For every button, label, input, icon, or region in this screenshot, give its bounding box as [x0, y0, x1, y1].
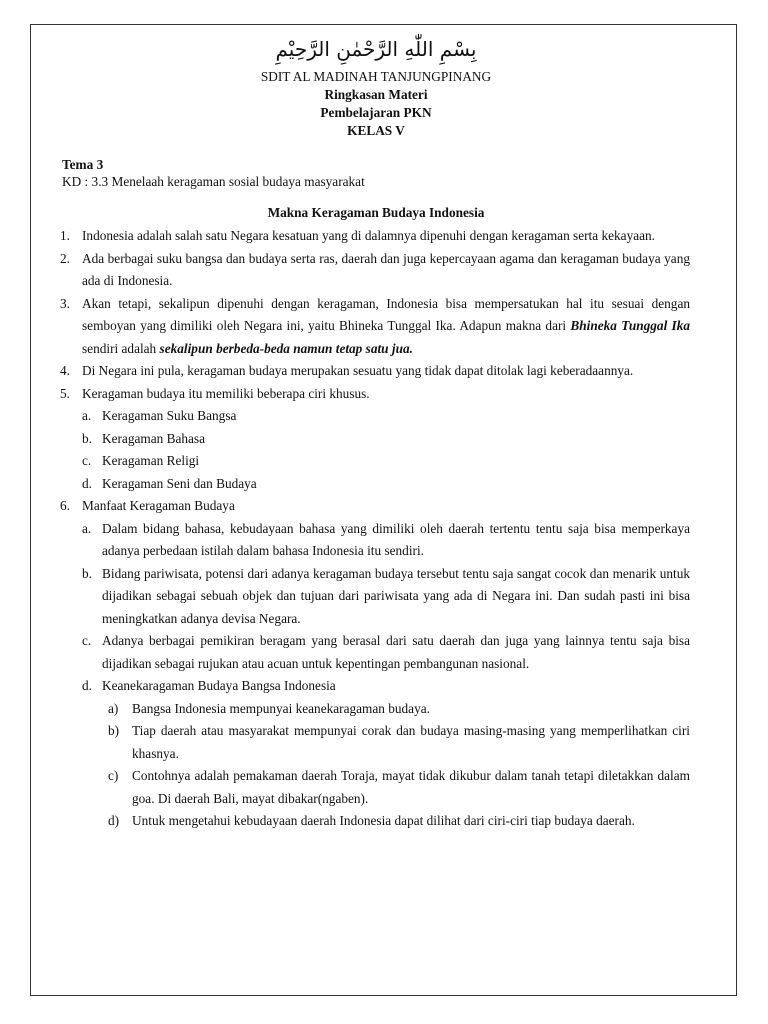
list-item: 4. Di Negara ini pula, keragaman budaya merupakan sesuatu yang tidak dapat ditolak lagi keberadaannya. — [60, 363, 634, 378]
document-content — [62, 36, 690, 833]
list-item: d. Keanekaragaman Budaya Bangsa Indonesia — [82, 678, 336, 693]
motto-name: Bhineka Tunggal Ika — [570, 318, 691, 333]
theme-block — [62, 156, 690, 190]
list-item: b) Tiap daerah atau masyarakat mempunyai corak dan budaya masing-masing yang memperlihatkan ciri khasnya. — [108, 723, 690, 761]
list-item: c) Contohnya adalah pemakaman daerah Toraja, mayat tidak dikubur dalam tanah tetapi diletakkan dalam goa. Di daerah Bali, mayat dibakar(ngaben). — [108, 768, 690, 806]
summary-title: Ringkasan Materi — [324, 87, 428, 102]
main-list — [62, 225, 690, 405]
basmala-calligraphy: بِسْمِ اللّٰهِ الرَّحْمٰنِ الرَّحِيْمِ — [275, 37, 477, 61]
list-item: c. Keragaman Religi — [82, 453, 200, 468]
sublist-benefits — [62, 518, 690, 698]
list-item: d) Untuk mengetahui kebudayaan daerah Indonesia dapat dilihat dari ciri-ciri tiap budaya daerah. — [108, 813, 635, 828]
class-title: KELAS V — [347, 123, 405, 138]
subject-title: Pembelajaran PKN — [320, 105, 432, 120]
sublist-characteristics — [62, 405, 690, 495]
section-title: Makna Keragaman Budaya Indonesia — [267, 205, 485, 220]
list-item: 6. Manfaat Keragaman Budaya — [60, 498, 235, 513]
list-item: b. Keragaman Bahasa — [82, 430, 205, 446]
sublist-diversity — [62, 698, 690, 833]
list-item: b. Bidang pariwisata, potensi dari adanya keragaman budaya tersebut tentu saja sangat cocok dan menarik untuk dijadikan sebagai sebuah objek dan tujuan dari pariwisata yang ada di Negara ini. Dan sudah pasti ini bisa meningkatkan adanya devisa Negara. — [82, 565, 690, 626]
theme-label: Tema 3 — [62, 157, 104, 172]
motto-meaning: sekalipun berbeda-beda namun tetap satu jua. — [159, 340, 413, 356]
list-item: a. Dalam bidang bahasa, kebudayaan bahasa yang dimiliki oleh daerah tertentu tentu saja bisa memperkaya adanya perbedaan istilah dalam bahasa Indonesia itu sendiri. — [82, 520, 690, 558]
list-item: 3. Akan tetapi, sekalipun dipenuhi dengan keragaman, Indonesia bisa mempersatukan hal itu sesuai dengan semboyan yang dimiliki oleh Negara ini, yaitu Bhineka Tunggal Ika. Adapun makna dari Bhineka Tunggal Ika sendiri adalah sekalipun berbeda-beda namun tetap satu jua. — [60, 295, 691, 356]
main-list-continued — [62, 495, 690, 518]
list-item: c. Adanya berbagai pemikiran beragam yang berasal dari satu daerah dan juga yang lainnya tentu saja bisa dijadikan sebagai rujukan atau acuan untuk kepentingan pembangunan nasional. — [82, 633, 690, 671]
list-item: 5. Keragaman budaya itu memiliki beberapa ciri khusus. — [60, 385, 370, 401]
list-item: a) Bangsa Indonesia mempunyai keanekaragaman budaya. — [108, 700, 430, 716]
list-item: 2. Ada berbagai suku bangsa dan budaya serta ras, daerah dan juga kepercayaan agama dan keragaman budaya yang ada di Indonesia. — [60, 250, 690, 288]
list-item: d. Keragaman Seni dan Budaya — [82, 475, 257, 491]
school-name: SDIT AL MADINAH TANJUNGPINANG — [260, 69, 492, 84]
kd-label: KD : 3.3 Menelaah keragaman sosial budaya masyarakat — [62, 174, 365, 189]
list-item: 1. Indonesia adalah salah satu Negara kesatuan yang di dalamnya dipenuhi dengan keragaman serta kekayaan. — [60, 228, 656, 243]
list-item: a. Keragaman Suku Bangsa — [82, 408, 237, 423]
